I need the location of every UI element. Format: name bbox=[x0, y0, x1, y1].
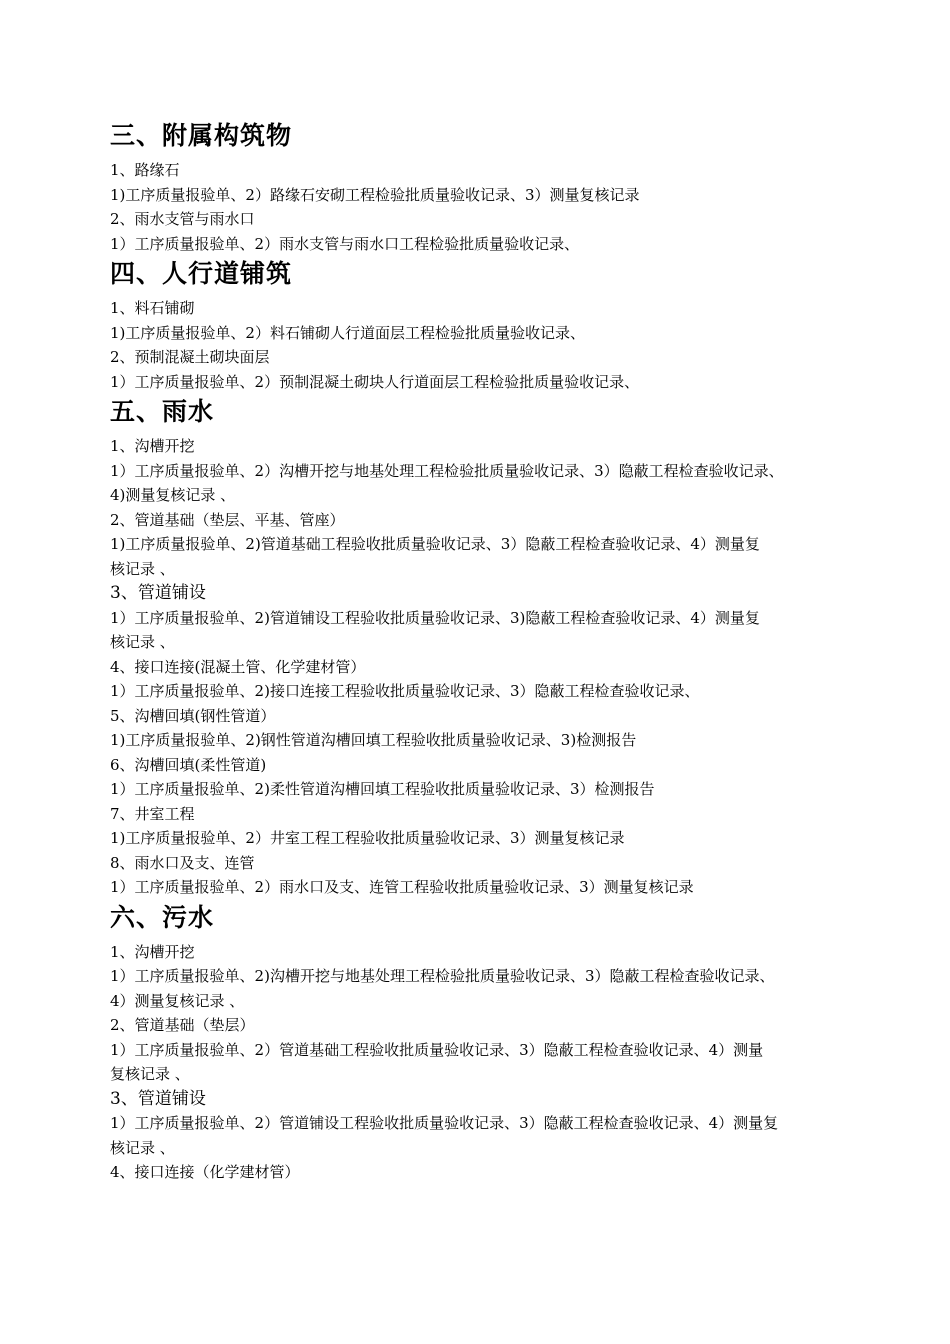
subsection-title: 2、管道基础（垫层） bbox=[110, 1016, 255, 1034]
subsection-title: 4、接口连接(混凝土管、化学建材管） bbox=[110, 657, 366, 676]
subsection-title: 3、管道铺设 bbox=[110, 1088, 206, 1109]
section-heading: 五、雨水 bbox=[110, 397, 215, 426]
subsection-title: 1、路缘石 bbox=[110, 161, 180, 179]
record-list-cont: 核记录 、 bbox=[110, 633, 175, 651]
record-list: 1)工序质量报验单、2）料石铺砌人行道面层工程检验批质量验收记录、 bbox=[110, 323, 585, 342]
subsection-title: 7、井室工程 bbox=[110, 804, 195, 823]
subsection-title: 2、管道基础（垫层、平基、管座） bbox=[110, 510, 345, 529]
record-list: 1）工序质量报验单、2)柔性管道沟槽回填工程验收批质量验收记录、3）检测报告 bbox=[110, 780, 655, 798]
record-list: 1）工序质量报验单、2）管道基础工程验收批质量验收记录、3）隐蔽工程检查验收记录、4）测量 bbox=[110, 1040, 764, 1059]
record-list: 1）工序质量报验单、2）沟槽开挖与地基处理工程检验批质量验收记录、3）隐蔽工程检查验收记录、 bbox=[110, 461, 784, 480]
record-list: 1)工序质量报验单、2）路缘石安砌工程检验批质量验收记录、3）测量复核记录 bbox=[110, 185, 640, 204]
record-list-cont: 核记录 、 bbox=[110, 559, 175, 578]
subsection-title: 5、沟槽回填(钢性管道） bbox=[110, 706, 276, 725]
record-list: 1)工序质量报验单、2)管道基础工程验收批质量验收记录、3）隐蔽工程检查验收记录、4）测量复 bbox=[110, 535, 760, 553]
section-heading: 四、人行道铺筑 bbox=[110, 259, 293, 288]
record-list-cont: 4)测量复核记录 、 bbox=[110, 486, 236, 504]
subsection-title: 1、料石铺砌 bbox=[110, 299, 195, 317]
subsection-title: 4、接口连接（化学建材管） bbox=[110, 1163, 300, 1181]
subsection-title: 2、雨水支管与雨水口 bbox=[110, 210, 255, 228]
record-list-cont: 复核记录 、 bbox=[110, 1065, 190, 1083]
record-list: 1)工序质量报验单、2）井室工程工程验收批质量验收记录、3）测量复核记录 bbox=[110, 829, 625, 847]
record-list: 1）工序质量报验单、2）预制混凝土砌块人行道面层工程检验批质量验收记录、 bbox=[110, 372, 640, 391]
record-list: 1）工序质量报验单、2)沟槽开挖与地基处理工程检验批质量验收记录、3）隐蔽工程检查验收记录、 bbox=[110, 967, 775, 985]
record-list: 1）工序质量报验单、2）管道铺设工程验收批质量验收记录、3）隐蔽工程检查验收记录、4）测量复 bbox=[110, 1114, 779, 1132]
subsection-title: 1、沟槽开挖 bbox=[110, 942, 195, 961]
record-list: 1)工序质量报验单、2)钢性管道沟槽回填工程验收批质量验收记录、3)检测报告 bbox=[110, 731, 637, 749]
record-list: 1）工序质量报验单、2）雨水支管与雨水口工程检验批质量验收记录、 bbox=[110, 234, 580, 253]
subsection-title: 3、管道铺设 bbox=[110, 583, 206, 603]
record-list: 1）工序质量报验单、2)接口连接工程验收批质量验收记录、3）隐蔽工程检查验收记录、 bbox=[110, 682, 700, 700]
record-list: 1）工序质量报验单、2)管道铺设工程验收批质量验收记录、3)隐蔽工程检查验收记录、4）测量复 bbox=[110, 608, 760, 627]
subsection-title: 8、雨水口及支、连管 bbox=[110, 853, 255, 872]
subsection-title: 6、沟槽回填(柔性管道) bbox=[110, 755, 267, 774]
record-list-cont: 4）测量复核记录 、 bbox=[110, 991, 245, 1010]
record-list-cont: 核记录 、 bbox=[110, 1138, 175, 1157]
subsection-title: 1、沟槽开挖 bbox=[110, 437, 195, 455]
subsection-title: 2、预制混凝土砌块面层 bbox=[110, 348, 270, 366]
record-list: 1）工序质量报验单、2）雨水口及支、连管工程验收批质量验收记录、3）测量复核记录 bbox=[110, 878, 694, 896]
section-heading: 三、附属构筑物 bbox=[110, 121, 293, 150]
section-heading: 六、污水 bbox=[110, 902, 215, 932]
document-page bbox=[110, 118, 870, 1185]
